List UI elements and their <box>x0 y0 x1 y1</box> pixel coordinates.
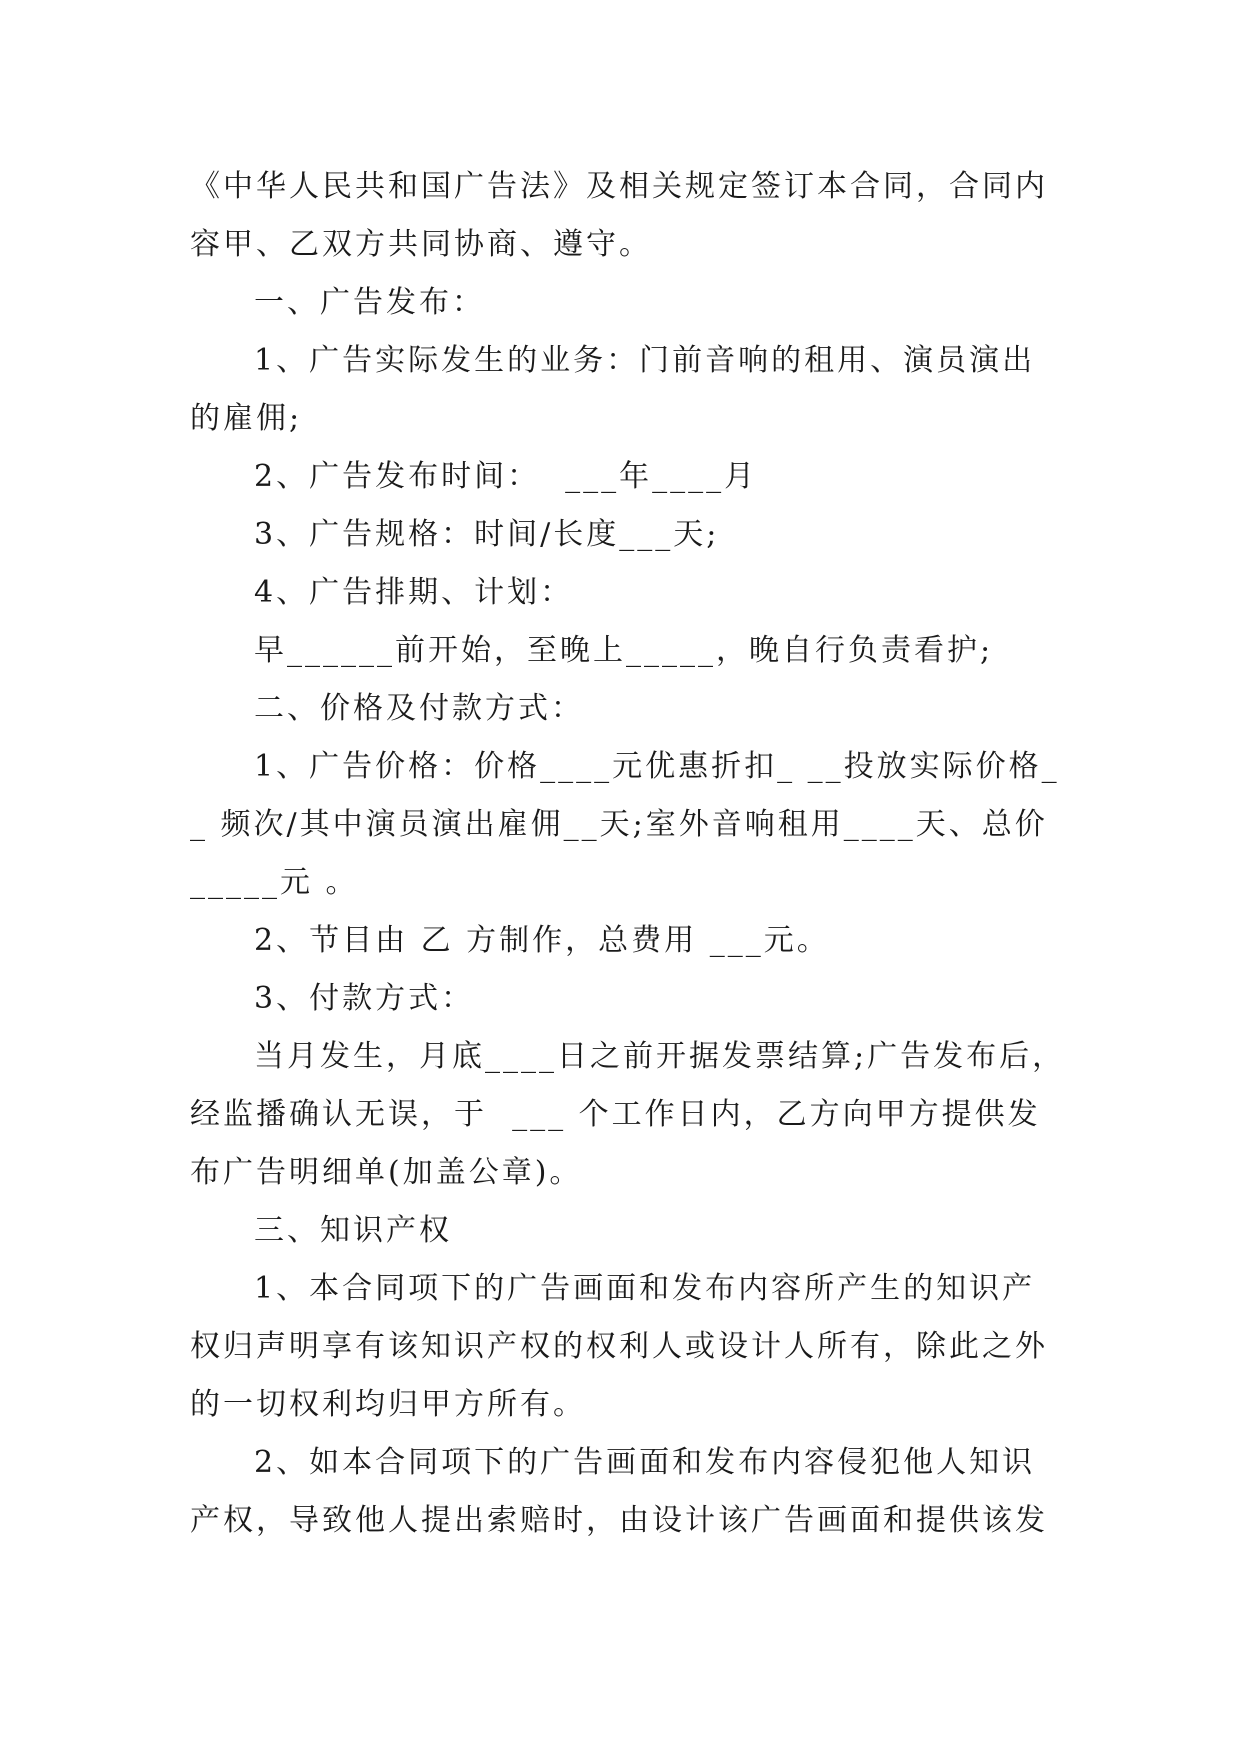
text-line: 的一切权利均归甲方所有。 <box>190 1387 586 1422</box>
text-line: 《中华人民共和国广告法》及相关规定签订本合同，合同内 <box>190 169 1048 204</box>
section-heading: 一、广告发布： <box>254 285 485 320</box>
text-line: 2、节目由 乙 方制作，总费用 ___元。 <box>254 923 830 958</box>
text-line: 经监播确认无误，于 ___ 个工作日内，乙方向甲方提供发 <box>190 1097 1041 1132</box>
document-page <box>190 158 1066 1550</box>
text-line: 4、广告排期、计划： <box>254 575 574 610</box>
text-line: 早______前开始，至晚上_____，晚自行负责看护; <box>254 633 994 668</box>
text-line: 3、付款方式： <box>254 981 475 1016</box>
text-line: 1、广告价格：价格____元优惠折扣_ __投放实际价格_ <box>254 749 1060 784</box>
section-heading: 二、价格及付款方式： <box>254 691 584 726</box>
section-heading: 三、知识产权 <box>254 1213 452 1248</box>
text-line: _____元 。 <box>190 865 359 900</box>
text-line: 权归声明享有该知识产权的权利人或设计人所有，除此之外 <box>190 1329 1048 1364</box>
text-line: 3、广告规格：时间/长度___天; <box>254 517 720 552</box>
text-line: 产权，导致他人提出索赔时，由设计该广告画面和提供该发 <box>190 1503 1048 1538</box>
text-line: _ 频次/其中演员演出雇佣__天;室外音响租用____天、总价 <box>190 807 1048 842</box>
text-line: 2、广告发布时间： ___年____月 <box>254 459 758 494</box>
text-line: 容甲、乙双方共同协商、遵守。 <box>190 227 652 262</box>
text-line: 布广告明细单(加盖公章)。 <box>190 1155 583 1190</box>
text-line: 1、广告实际发生的业务：门前音响的租用、演员演出 <box>254 343 1036 378</box>
text-line: 的雇佣; <box>190 401 303 436</box>
text-line: 2、如本合同项下的广告画面和发布内容侵犯他人知识 <box>254 1445 1036 1480</box>
text-line: 1、本合同项下的广告画面和发布内容所产生的知识产 <box>254 1271 1036 1306</box>
text-line: 当月发生，月底____日之前开据发票结算;广告发布后， <box>254 1039 1066 1074</box>
